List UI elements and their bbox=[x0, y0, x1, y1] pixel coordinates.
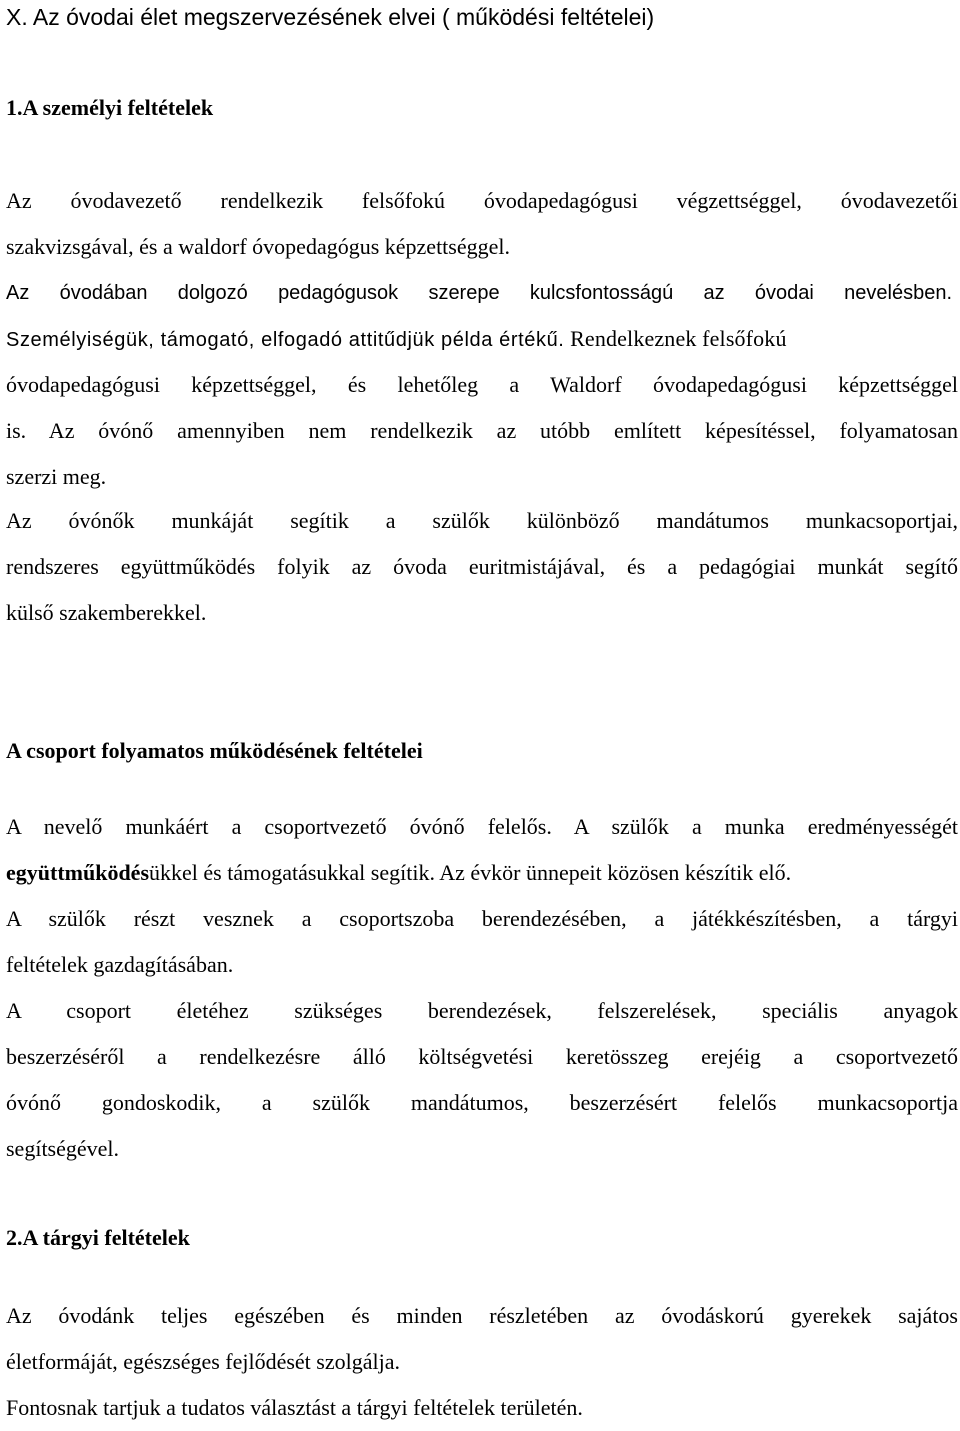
paragraph-teachers bbox=[6, 270, 958, 500]
text-span: ükkel és támogatásukkal segítik. Az évkör ünnepeit közösen készítik elő. bbox=[149, 860, 792, 885]
text-line: A szülők részt vesznek a csoportszoba berendezésében, a játékkészítésben, a tárgyi bbox=[6, 906, 958, 931]
section-heading-group: A csoport folyamatos működésének feltételei bbox=[6, 738, 423, 763]
paragraph-parents bbox=[6, 896, 958, 988]
text-line: óvónő gondoskodik, a szülők mandátumos, beszerzésért felelős munkacsoportja bbox=[6, 1090, 958, 1115]
text-line: beszerzéséről a rendelkezésre álló költségvetési keretösszeg erejéig a csoportvezető bbox=[6, 1044, 958, 1069]
paragraph-kindergarten bbox=[6, 1293, 958, 1385]
text-line: is. Az óvónő amennyiben nem rendelkezik az utóbb említett képesítéssel, folyamatosan bbox=[6, 418, 958, 443]
paragraph-equipment bbox=[6, 988, 958, 1172]
text-line: szakvizsgával, és a waldorf óvopedagógus képzettséggel. bbox=[6, 234, 510, 259]
text-line: Az óvodavezető rendelkezik felsőfokú óvodapedagógusi végzettséggel, óvodavezetői bbox=[6, 188, 958, 213]
paragraph-support bbox=[6, 498, 958, 636]
text-line: Az óvodában dolgozó pedagógusok szerepe kulcsfontosságú az óvodai nevelésben. bbox=[6, 282, 952, 304]
paragraph-responsibility bbox=[6, 804, 958, 896]
text-line: segítségével. bbox=[6, 1136, 120, 1161]
text-line: külső szakemberekkel. bbox=[6, 600, 207, 625]
text-line: rendszeres együttműködés folyik az óvoda euritmistájával, és a pedagógiai munkát segítő bbox=[6, 554, 958, 579]
paragraph-choice bbox=[6, 1385, 583, 1431]
text-line: életformáját, egészséges fejlődését szolgálja. bbox=[6, 1349, 400, 1374]
text-line: Az óvodánk teljes egészében és minden részletében az óvodáskorú gyerekek sajátos bbox=[6, 1303, 958, 1328]
text-line-mixed bbox=[6, 850, 958, 896]
text-line: Fontosnak tartjuk a tudatos választást a tárgyi feltételek területén. bbox=[6, 1395, 583, 1420]
text-span: Személyiségük, támogató, elfogadó attitűdjük példa értékű. bbox=[6, 329, 565, 351]
text-line-mixed bbox=[6, 316, 958, 362]
text-line: A csoport életéhez szükséges berendezések, felszerelések, speciális anyagok bbox=[6, 998, 958, 1023]
text-line: szerzi meg. bbox=[6, 464, 107, 489]
text-span: Rendelkeznek felsőfokú bbox=[564, 326, 787, 351]
text-line: A nevelő munkáért a csoportvezető óvónő felelős. A szülők a munka eredményességét bbox=[6, 814, 958, 839]
section-heading-personal: 1.A személyi feltételek bbox=[6, 95, 214, 120]
text-line: Az óvónők munkáját segítik a szülők különböző mandátumos munkacsoportjai, bbox=[6, 508, 958, 533]
bold-text: együttműködés bbox=[6, 860, 150, 885]
section-heading-material: 2.A tárgyi feltételek bbox=[6, 1225, 190, 1250]
page-title: X. Az óvodai élet megszervezésének elvei ( működési feltételei) bbox=[6, 4, 655, 30]
text-line: feltételek gazdagításában. bbox=[6, 952, 234, 977]
text-line: óvodapedagógusi képzettséggel, és lehetőleg a Waldorf óvodapedagógusi képzettséggel bbox=[6, 372, 958, 397]
paragraph-director bbox=[6, 178, 958, 270]
